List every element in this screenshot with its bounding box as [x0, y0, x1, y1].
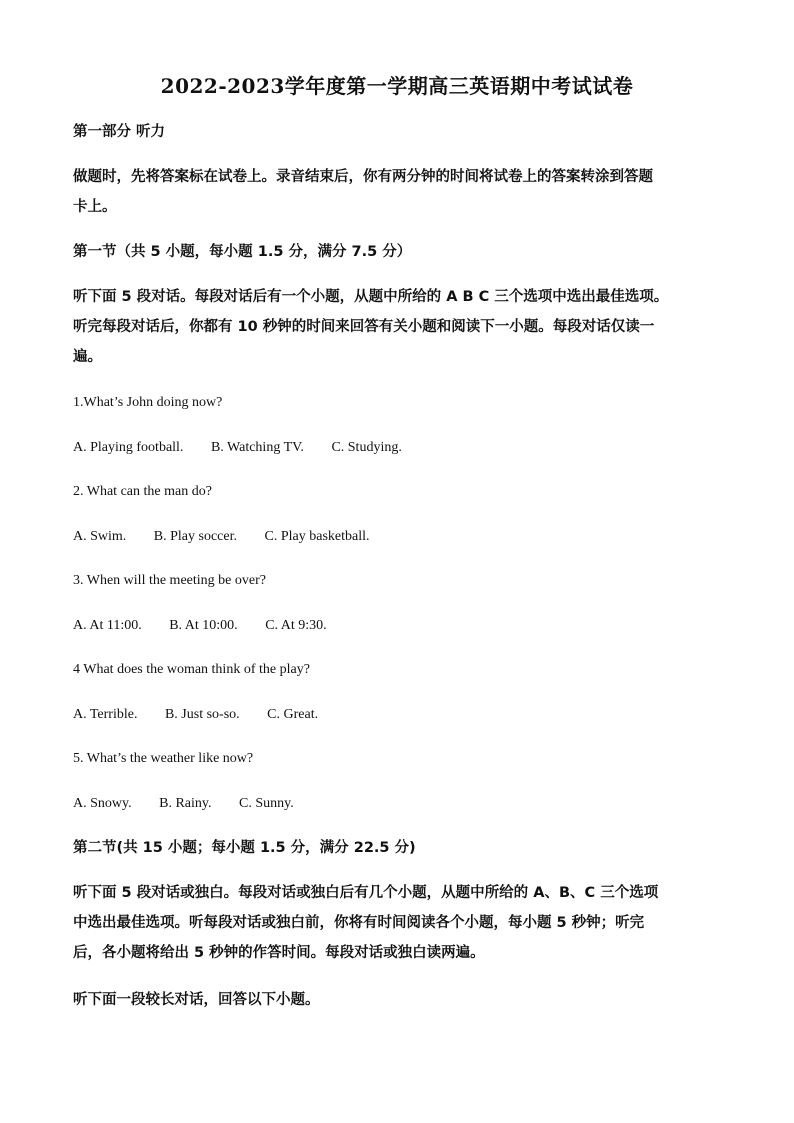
option-c: C. Sunny.: [238, 796, 294, 811]
intro-line: 做题时，先将答案标在试卷上。录音结束后，你有两分钟的时间将试卷上的答案转涂到答题: [73, 169, 653, 185]
question-5-options: [73, 794, 723, 814]
instruction-line: 听下面 5 段对话或独白。每段对话或独白后有几个小题，从题中所给的 A、B、C 三个选项: [73, 885, 659, 901]
question-3-options: [73, 616, 723, 636]
option-a: A. At 11:00.: [73, 618, 142, 633]
option-b: B. Play soccer.: [153, 529, 238, 544]
section1-instructions: [73, 282, 723, 372]
option-a: A. Swim.: [73, 529, 127, 544]
intro-line: 卡上。: [73, 199, 117, 215]
question-4: 4 What does the woman think of the play?: [73, 662, 310, 677]
option-a: A. Playing football.: [73, 440, 184, 455]
option-c: C. At 9:30.: [265, 618, 327, 633]
instruction-line: 听完每段对话后，你都有 10 秒钟的时间来回答有关小题和阅读下一小题。每段对话仅读一: [73, 319, 655, 335]
question-1: 1.What’s John doing now?: [73, 395, 223, 410]
option-b: B. At 10:00.: [169, 618, 238, 633]
instruction-line: 遍。: [73, 349, 102, 365]
option-a: A. Terrible.: [73, 707, 138, 722]
option-c: C. Great.: [267, 707, 319, 722]
option-b: B. Watching TV.: [210, 440, 304, 455]
question-5: 5. What’s the weather like now?: [73, 751, 254, 766]
instruction-line: 后，各小题将给出 5 秒钟的作答时间。每段对话或独白读两遍。: [73, 945, 485, 961]
page-title: 2022-2023学年度第一学期高三英语期中考试试卷: [160, 74, 634, 98]
option-a: A. Snowy.: [73, 796, 132, 811]
question-3: 3. When will the meeting be over?: [73, 573, 266, 588]
question-2-options: [73, 527, 723, 547]
section1-heading: 第一节（共 5 小题，每小题 1.5 分，满分 7.5 分）: [73, 244, 412, 260]
intro-paragraph: [73, 162, 723, 222]
part1-heading: 第一部分 听力: [73, 124, 166, 140]
section2-heading: 第二节(共 15 小题；每小题 1.5 分，满分 22.5 分): [73, 840, 416, 856]
section2-lead: 听下面一段较长对话，回答以下小题。: [73, 992, 320, 1008]
option-b: B. Just so-so.: [164, 707, 240, 722]
option-c: C. Studying.: [331, 440, 402, 455]
question-1-options: [73, 438, 723, 458]
option-b: B. Rainy.: [159, 796, 212, 811]
option-c: C. Play basketball.: [264, 529, 370, 544]
question-2: 2. What can the man do?: [73, 484, 212, 499]
section2-instructions: [73, 878, 723, 968]
instruction-line: 听下面 5 段对话。每段对话后有一个小题，从题中所给的 A B C 三个选项中选出最佳选项。: [73, 289, 669, 305]
instruction-line: 中选出最佳选项。听每段对话或独白前，你将有时间阅读各个小题，每小题 5 秒钟；听完: [73, 915, 645, 931]
question-4-options: [73, 705, 723, 725]
